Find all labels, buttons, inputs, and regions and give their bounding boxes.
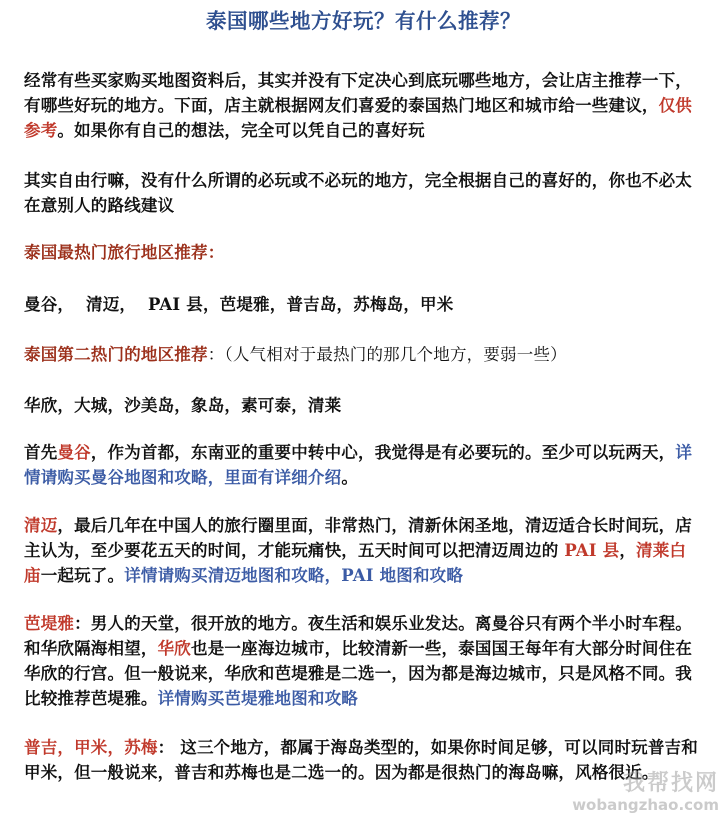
second-regions-note: ：（人气相对于最热门的那几个地方，要弱一些） (207, 345, 567, 364)
islands-names: 普吉，甲米，苏梅 (24, 738, 158, 757)
intro-reference-note: 仅供参考 (24, 96, 693, 140)
watermark-en: wobangzhao.com (572, 795, 719, 814)
chiangmai-name: 清迈 (24, 516, 58, 535)
chiangmai-comma: ， (619, 541, 637, 560)
site-watermark (572, 772, 719, 813)
chiangmai-paragraph (24, 513, 700, 588)
islands-text: ： 这三个地方，都属于海岛类型的，如果你时间足够，可以同时玩普吉和甲米，但一般说来，普吉和苏梅也是二选一的。因为都是很热门的海岛嘛，风格很近。 (24, 738, 698, 782)
pattaya-guide-link[interactable]: 详情购买芭堤雅地图和攻略 (157, 689, 359, 708)
intro-text: 经常有些买家购买地图资料后，其实并没有下定决心到底玩哪些地方，会让店主推荐一下，有哪些好玩的地方。下面，店主就根据网友们喜爱的泰国热门地区和城市给一些建议， (24, 71, 692, 115)
bangkok-text-start: 首先 (24, 443, 58, 462)
pai-name: PAI 县 (564, 541, 620, 560)
pattaya-name: 芭堤雅 (24, 614, 75, 633)
hot-regions-list: 曼谷， 清迈， PAI 县，芭堤雅，普吉岛，苏梅岛，甲米 (24, 295, 454, 314)
pattaya-paragraph (24, 611, 700, 711)
intro-paragraph (24, 68, 700, 143)
pattaya-text-2: 也是一座海边城市，比较清新一些，泰国国王每年有大部分时间住在华欣的行宫。但一般说来，华欣和芭堤雅是二选一，因为都是海边城市，只是风格不同。我比较推荐芭堤雅。 (24, 639, 693, 708)
second-regions-title: 泰国第二热门的地区推荐 (24, 345, 208, 364)
white-temple-name: 清莱白庙 (24, 541, 687, 585)
hot-regions-heading: 泰国最热门旅行地区推荐： (24, 243, 225, 262)
bangkok-name: 曼谷 (57, 443, 91, 462)
bangkok-guide-link[interactable]: 详情请购买曼谷地图和攻略，里面有详细介绍 (24, 443, 693, 487)
watermark-cn: 我帮找网 (622, 771, 719, 797)
chiangmai-guide-link[interactable]: 详情请购买清迈地图和攻略，PAI 地图和攻略 (124, 566, 464, 585)
intro-text-end: 。如果你有自己的想法，完全可以凭自己的喜好玩 (57, 121, 425, 140)
chiangmai-text: ，最后几年在中国人的旅行圈里面，非常热门，清新休闲圣地，清迈适合长时间玩，店主认为，至少要花五天的时间，才能玩痛快，五天时间可以把清迈周边的 (24, 516, 693, 560)
chiangmai-text-end: 一起玩了。 (40, 566, 125, 585)
bangkok-paragraph (24, 440, 700, 490)
huahin-name: 华欣 (157, 639, 192, 658)
pattaya-text: ：男人的天堂，很开放的地方。夜生活和娱乐业发达。离曼谷只有两个半小时车程。和华欣隔海相望， (24, 614, 693, 658)
second-regions-list: 华欣，大城，沙美岛，象岛，素可泰，清莱 (24, 396, 342, 415)
bangkok-text: ，作为首都，东南亚的重要中转中心，我觉得是有必要玩的。至少可以玩两天， (90, 443, 676, 462)
bangkok-text-end: 。 (341, 468, 359, 487)
second-regions-heading (24, 342, 700, 367)
page-title: 泰国哪些地方好玩？有什么推荐？ (206, 9, 521, 33)
freedom-paragraph: 其实自由行嘛，没有什么所谓的必玩或不必玩的地方，完全根据自己的喜好的，你也不必太在意别人的路线建议 (24, 171, 692, 215)
